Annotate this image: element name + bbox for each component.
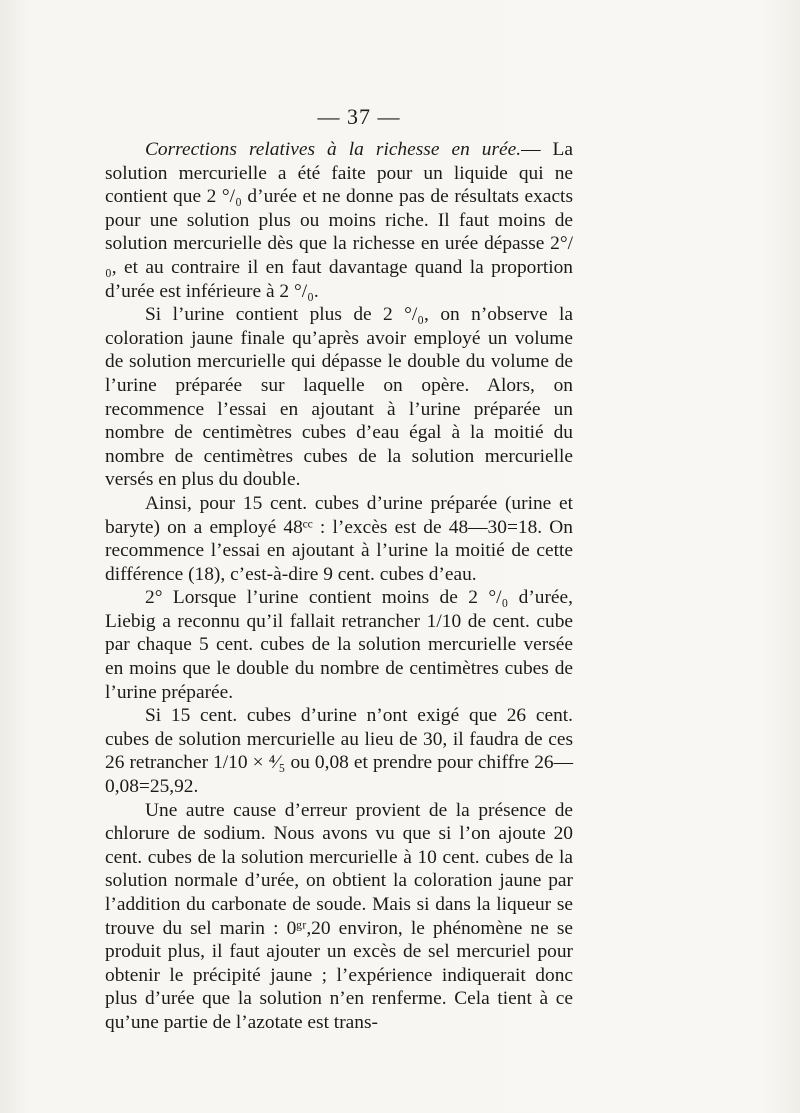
paragraph-deficit-urea: 2° Lorsque l’urine contient moins de 2 °/₀ d’urée, Liebig a reconnu qu’il fallait retrancher 1/10 de cent. cube par chaque 5 cent. cubes de la solution mercurielle versée en moins que le double du nombre de centimètres cubes de l’urine préparée. <box>105 587 573 703</box>
section-title: Corrections relatives à la richesse en urée. <box>145 139 522 160</box>
page-number: — 37 — <box>317 104 401 129</box>
paragraph-example-excess: Ainsi, pour 15 cent. cubes d’urine préparée (urine et baryte) on a employé 48ᶜᶜ : l’excès est de 48—30=18. On recommence l’essai en ajoutant à l’urine la moitié de cette différence (18), c’est-à-dire 9 cent. cubes d’eau. <box>105 492 573 585</box>
paragraph-corrections <box>105 138 573 303</box>
paragraph-excess-urea: Si l’urine contient plus de 2 °/₀, on n’observe la coloration jaune finale qu’après avoir employé un volume de solution mercurielle qui dépasse le double du volume de l’urine préparée sur laquelle on opère. Alors, on recommence l’essai en ajoutant à l’urine préparée un nombre de centimètres cubes d’eau égal à la moitié du nombre de centimètres cubes de la solution mercurielle versés en plus du double. <box>105 304 573 491</box>
paragraph-sodium-chloride: Une autre cause d’erreur provient de la présence de chlorure de sodium. Nous avons vu que si l’on ajoute 20 cent. cubes de la solution mercurielle à 10 cent. cubes de la solution normale d’urée, on obtient la coloration jaune par l’addition du carbonate de soude. Mais si dans la liqueur se trouve du sel marin : 0ᵍʳ,20 environ, le phénomène ne se produit plus, il faut ajouter un excès de sel mercuriel pour obtenir le précipité jaune ; l’expérience indiquerait donc plus d’urée que la solution n’en renferme. Cela tient à ce qu’une partie de l’azotate est trans- <box>105 799 573 1033</box>
body-text <box>105 138 573 1035</box>
paragraph-corrections-body: — La solution mercurielle a été faite pour un liquide qui ne contient que 2 °/₀ d’urée et ne donne pas de résultats exacts pour une solution plus ou moins riche. Il faut moins de solution mercurielle dès que la richesse en urée dépasse 2°/₀, et au contraire il en faut davantage quand la proportion d’urée est inférieure à 2 °/₀. <box>105 139 573 302</box>
paragraph-example-deficit: Si 15 cent. cubes d’urine n’ont exigé que 26 cent. cubes de solution mercurielle au lieu de 30, il faudra de ces 26 retrancher 1/10 × ⁴⁄₅ ou 0,08 et prendre pour chiffre 26—0,08=25,92. <box>105 705 573 798</box>
